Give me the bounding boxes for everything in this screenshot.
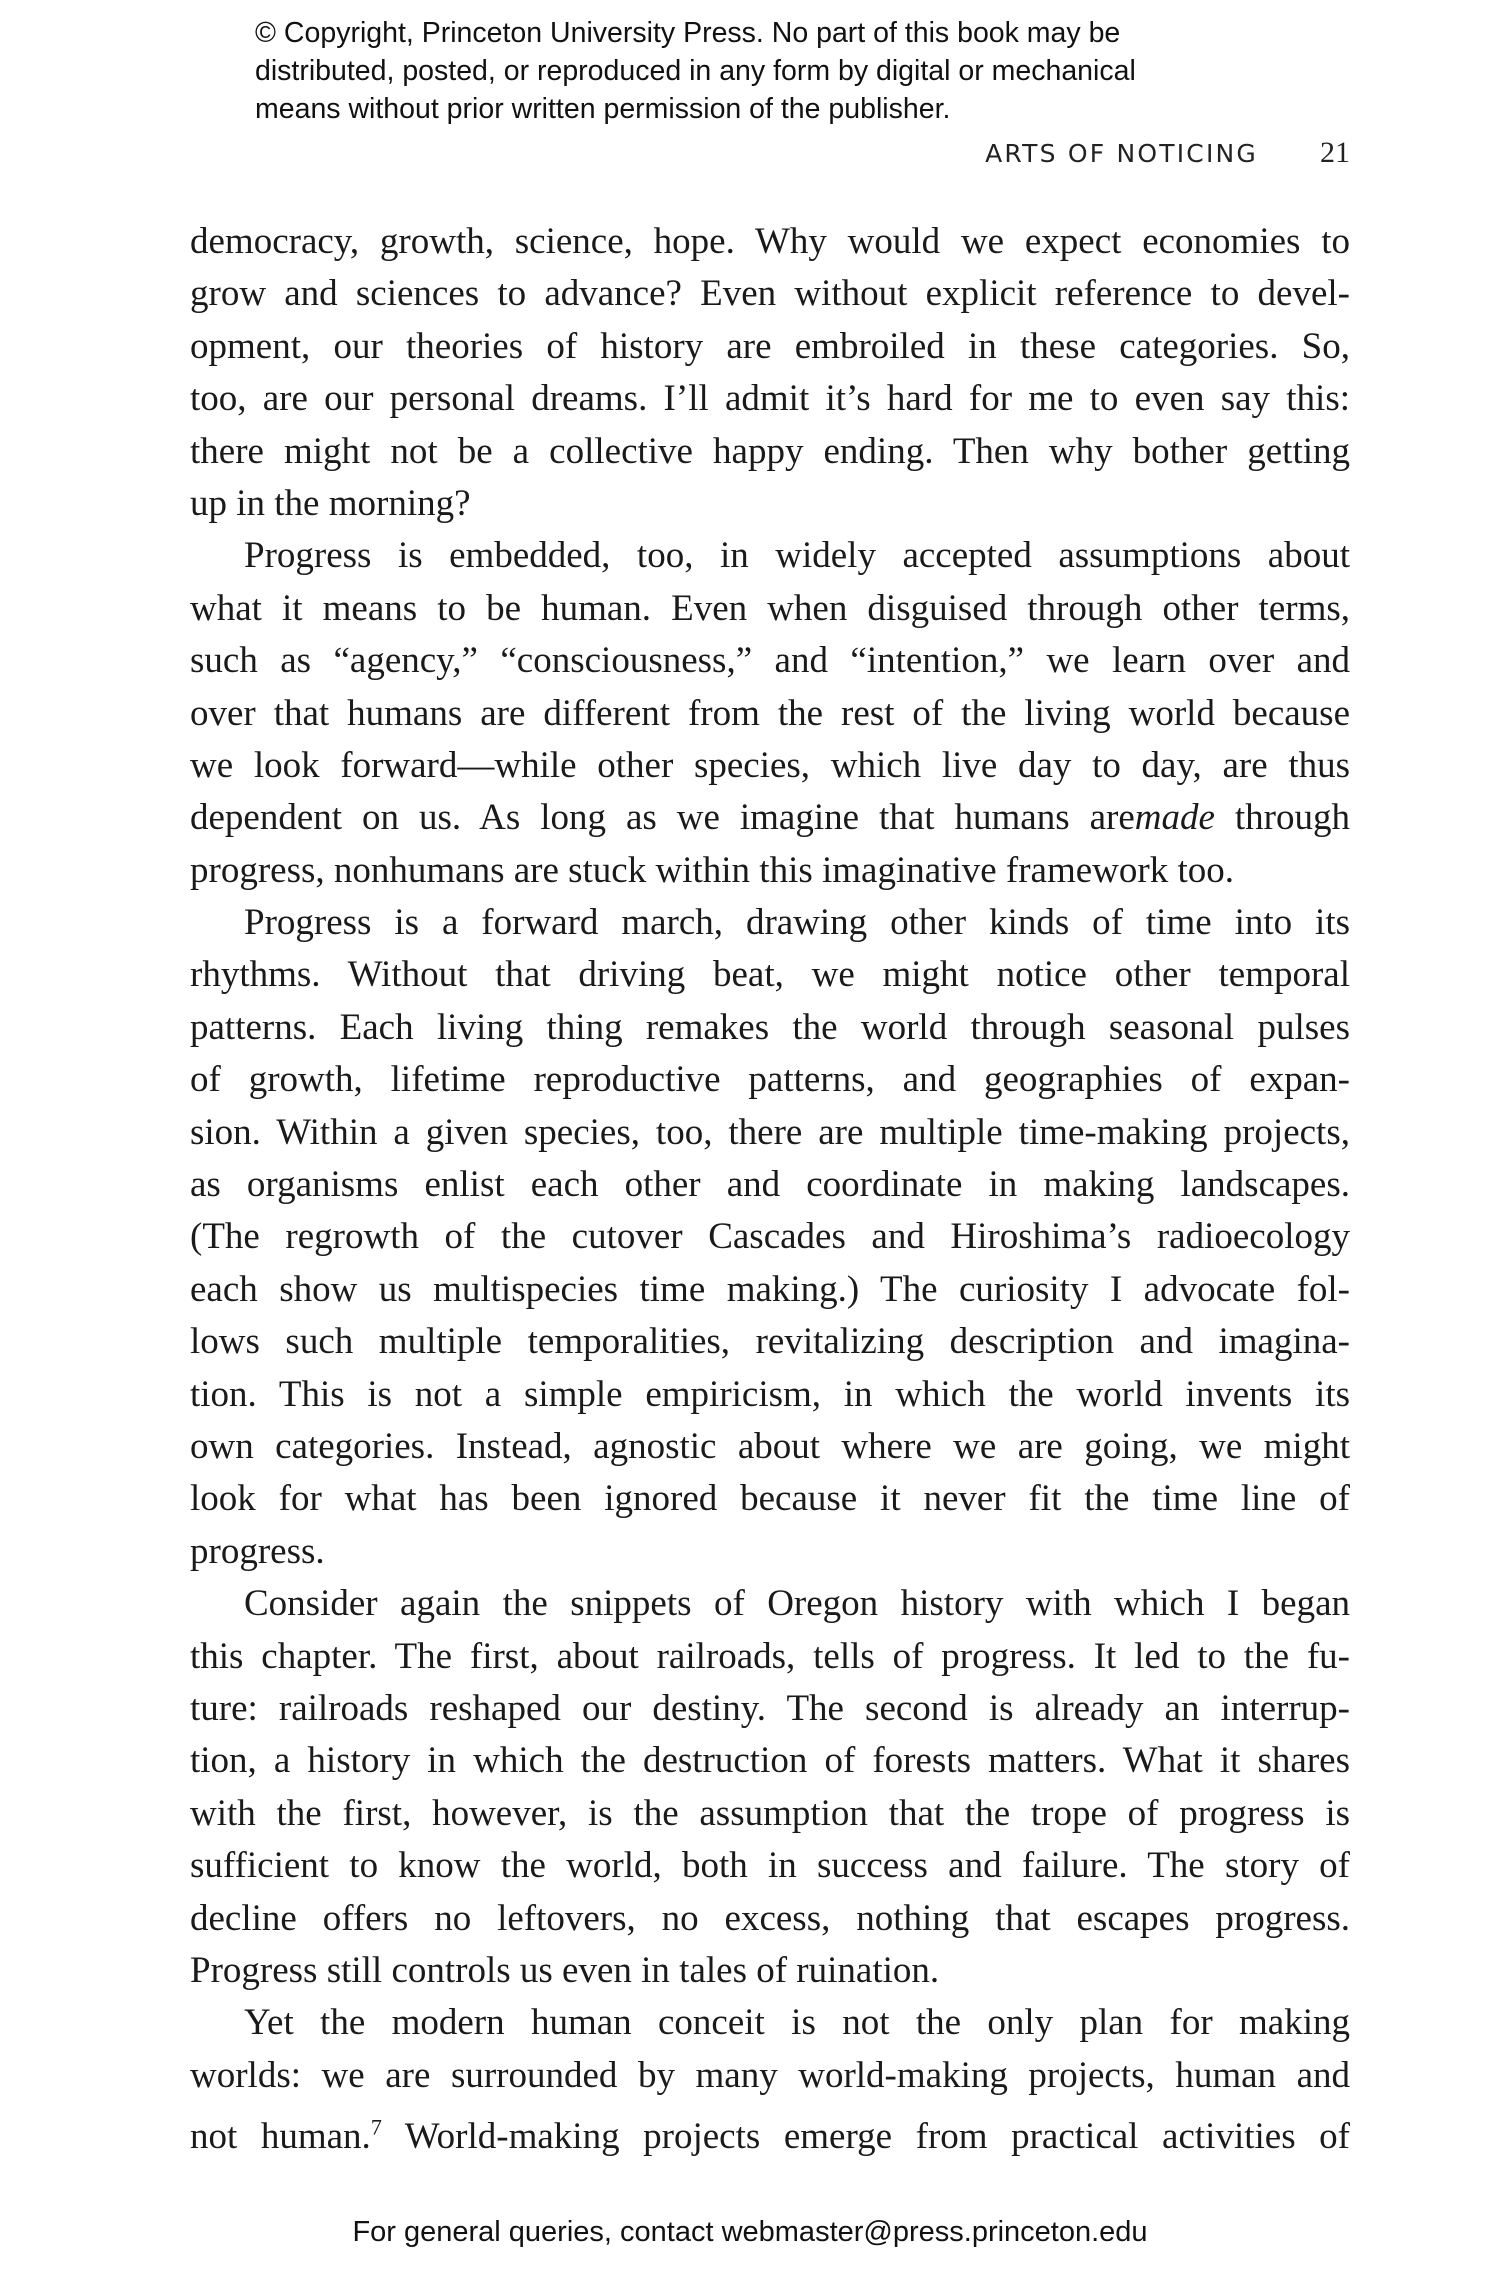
text-line	[190, 792, 1350, 844]
text-line: we look forward—while other species, which live day to day, are thus	[190, 744, 1350, 786]
text-line: Progress still controls us even in tales of ruination.	[190, 1949, 940, 1991]
text-line: progress, nonhumans are stuck within this imaginative framework too.	[190, 849, 1235, 891]
text-line: of growth, lifetime reproductive patterns, and geographies of expan-	[190, 1059, 1350, 1101]
text-line: lows such multiple temporalities, revitalizing description and imagina-	[190, 1321, 1350, 1363]
text-line: such as “agency,” “consciousness,” and “intention,” we learn over and	[190, 640, 1350, 682]
text-line: look for what has been ignored because it never fit the time line of	[190, 1478, 1350, 1520]
text-line: decline offers no leftovers, no excess, nothing that escapes progress.	[190, 1897, 1350, 1939]
text-line: as organisms enlist each other and coordinate in making landscapes.	[190, 1164, 1350, 1206]
text-fragment: World-making projects emerge from practical activities of	[381, 2116, 1350, 2158]
copyright-line: distributed, posted, or reproduced in any form by digital or mechanical	[255, 55, 1136, 87]
text-fragment: not human.	[190, 2116, 371, 2158]
copyright-line: © Copyright, Princeton University Press. No part of this book may be	[255, 17, 1121, 49]
page-number: 21	[1320, 136, 1350, 169]
text-line: rhythms. Without that driving beat, we might notice other temporal	[190, 954, 1350, 996]
footnote-marker: 7	[370, 2115, 382, 2141]
text-line: tion. This is not a simple empiricism, in which the world invents its	[190, 1373, 1350, 1415]
text-line: there might not be a collective happy ending. Then why bother getting	[190, 430, 1350, 472]
text-line: (The regrowth of the cutover Cascades and Hiroshima’s radioecology	[190, 1216, 1350, 1258]
text-line: tion, a history in which the destruction of forests matters. What it shares	[190, 1740, 1350, 1782]
text-line: ture: railroads reshaped our destiny. The second is already an interrup-	[190, 1687, 1350, 1729]
text-line: this chapter. The first, about railroads, tells of progress. It led to the fu-	[190, 1635, 1350, 1677]
text-line: sufficient to know the world, both in success and failure. The story of	[190, 1845, 1350, 1887]
copyright-notice	[255, 14, 1355, 128]
text-line: sion. Within a given species, too, there are multiple time-making projects,	[190, 1111, 1350, 1153]
text-line: Progress is a forward march, drawing other kinds of time into its	[244, 902, 1350, 944]
copyright-line: means without prior written permission of the publisher.	[255, 93, 951, 125]
text-line: each show us multispecies time making.) The curiosity I advocate fol-	[190, 1268, 1350, 1310]
running-head	[985, 136, 1350, 170]
text-line: worlds: we are surrounded by many world-making projects, human and	[190, 2054, 1350, 2096]
text-line: patterns. Each living thing remakes the world through seasonal pulses	[190, 1006, 1350, 1048]
text-line: what it means to be human. Even when disguised through other terms,	[190, 587, 1350, 629]
text-fragment: dependent on us. As long as we imagine that humans are	[190, 797, 1135, 839]
text-line: over that humans are different from the rest of the living world because	[190, 692, 1350, 734]
text-line: Progress is embedded, too, in widely accepted assumptions about	[244, 535, 1350, 577]
text-line: Consider again the snippets of Oregon history with which I began	[244, 1583, 1350, 1625]
italic-text: made	[1134, 797, 1215, 839]
text-line: grow and sciences to advance? Even without explicit reference to devel-	[190, 273, 1350, 315]
text-line: opment, our theories of history are embroiled in these categories. So,	[190, 325, 1350, 367]
text-line: own categories. Instead, agnostic about where we are going, we might	[190, 1425, 1350, 1467]
text-line: Yet the modern human conceit is not the only plan for making	[244, 2002, 1350, 2044]
footer-contact: For general queries, contact webmaster@press.princeton.edu	[352, 2216, 1148, 2248]
text-line: with the first, however, is the assumption that the trope of progress is	[190, 1792, 1350, 1834]
body-text	[190, 216, 1351, 2158]
text-line	[190, 2102, 1350, 2158]
text-line: progress.	[190, 1530, 325, 1572]
text-line: up in the morning?	[190, 482, 471, 524]
text-fragment: through	[1214, 797, 1351, 839]
running-title: ARTS OF NOTICING	[985, 139, 1258, 168]
text-line: too, are our personal dreams. I’ll admit it’s hard for me to even say this:	[190, 378, 1350, 420]
text-line: democracy, growth, science, hope. Why would we expect economies to	[190, 221, 1350, 262]
